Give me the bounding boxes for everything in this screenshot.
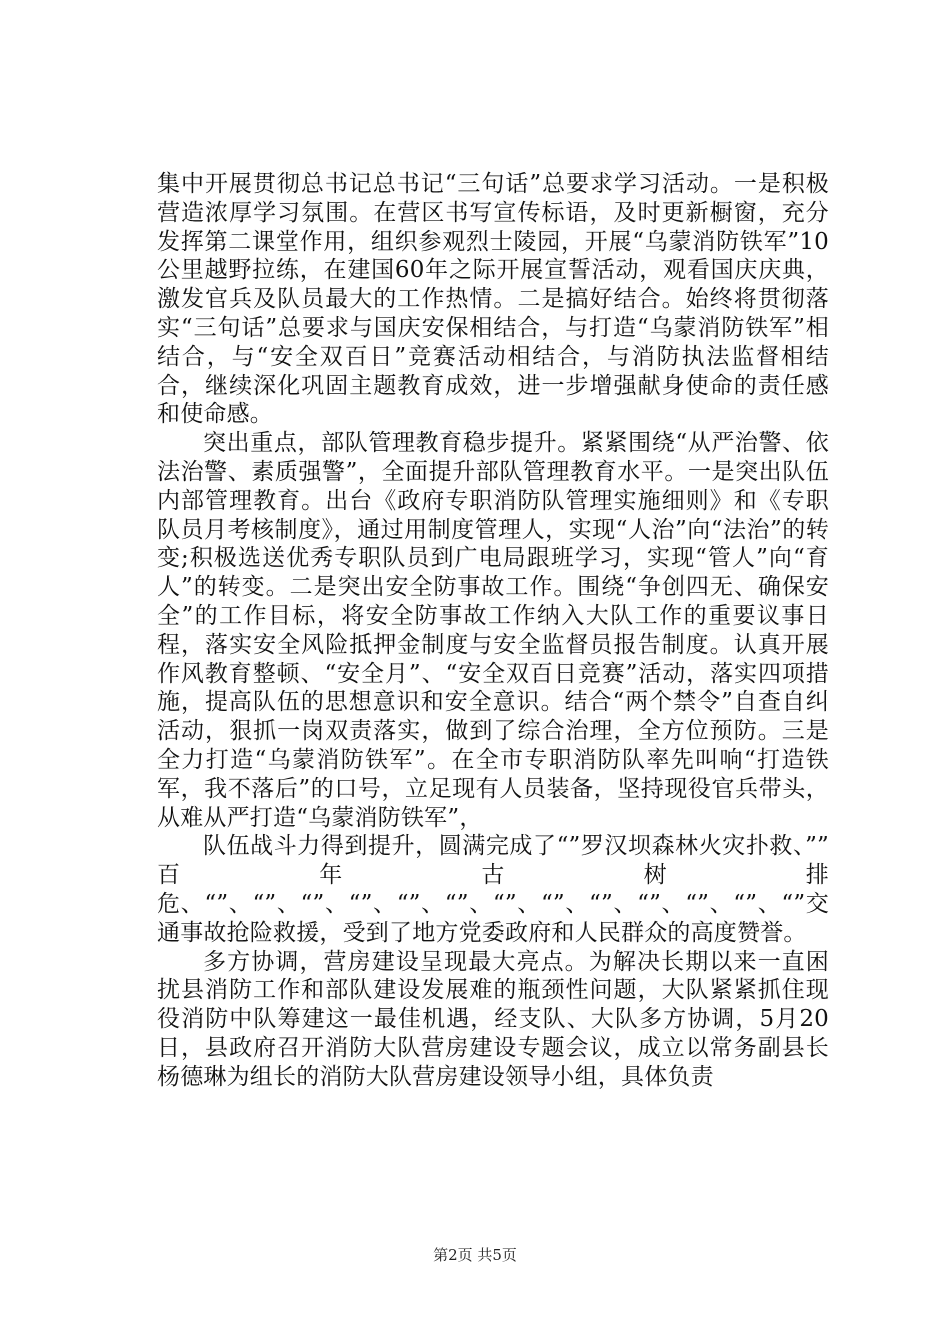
paragraph-2: 突出重点，部队管理教育稳步提升。紧紧围绕“从严治警、依法治警、素质强警”，全面提升部队管理教育水平。一是突出队伍内部管理教育。出台《政府专职消防队管理实施细则》和《专职队员月考核制度》，通过用制度管理人，实现“人治”向“法治”的转变;积极选送优秀专职队员到广电局跟班学习，实现“管人”向“育人”的转变。二是突出安全防事故工作。围绕“争创四无、确保安全”的工作目标，将安全防事故工作纳入大队工作的重要议事日程，落实安全风险抵押金制度与安全监督员报告制度。认真开展作风教育整顿、“安全月”、“安全双百日竞赛”活动，落实四项措施，提高队伍的思想意识和安全意识。结合“两个禁令”自查自纠活动，狠抓一岗双责落实，做到了综合治理，全方位预防。三是全力打造“乌蒙消防铁军”。在全市专职消防队率先叫响“打造铁军，我不落后”的口号，立足现有人员装备，坚持现役官兵带头，从难从严打造“乌蒙消防铁军”， [157, 430, 829, 831]
document-body [157, 170, 829, 1092]
paragraph-3: 队伍战斗力得到提升，圆满完成了“”罗汉坝森林火灾扑救、”” 百年古树排危、“”、“”、“”、“”、“”、“”、“”、“”、“”、“”、“”、“”、“”交通事故抢险救援，受到了地方党委政府和人民群众的高度赞誉。 [157, 833, 829, 946]
paragraph-1: 集中开展贯彻总书记总书记“三句话”总要求学习活动。一是积极营造浓厚学习氛围。在营区书写宣传标语，及时更新橱窗，充分发挥第二课堂作用，组织参观烈士陵园，开展“乌蒙消防铁军”10公里越野拉练，在建国60年之际开展宣誓活动，观看国庆庆典，激发官兵及队员最大的工作热情。二是搞好结合。始终将贯彻落实“三句话”总要求与国庆安保相结合，与打造“乌蒙消防铁军”相结合，与“安全双百日”竞赛活动相结合，与消防执法监督相结合，继续深化巩固主题教育成效，进一步增强献身使命的责任感和使命感。 [157, 171, 829, 428]
page-footer: 第2页 共5页 [433, 1246, 517, 1264]
paragraph-4: 多方协调，营房建设呈现最大亮点。为解决长期以来一直困扰县消防工作和部队建设发展难的瓶颈性问题，大队紧紧抓住现役消防中队筹建这一最佳机遇，经支队、大队多方协调，5月20日，县政府召开消防大队营房建设专题会议，成立以常务副县长杨德琳为组长的消防大队营房建设领导小组，具体负责 [157, 948, 829, 1090]
